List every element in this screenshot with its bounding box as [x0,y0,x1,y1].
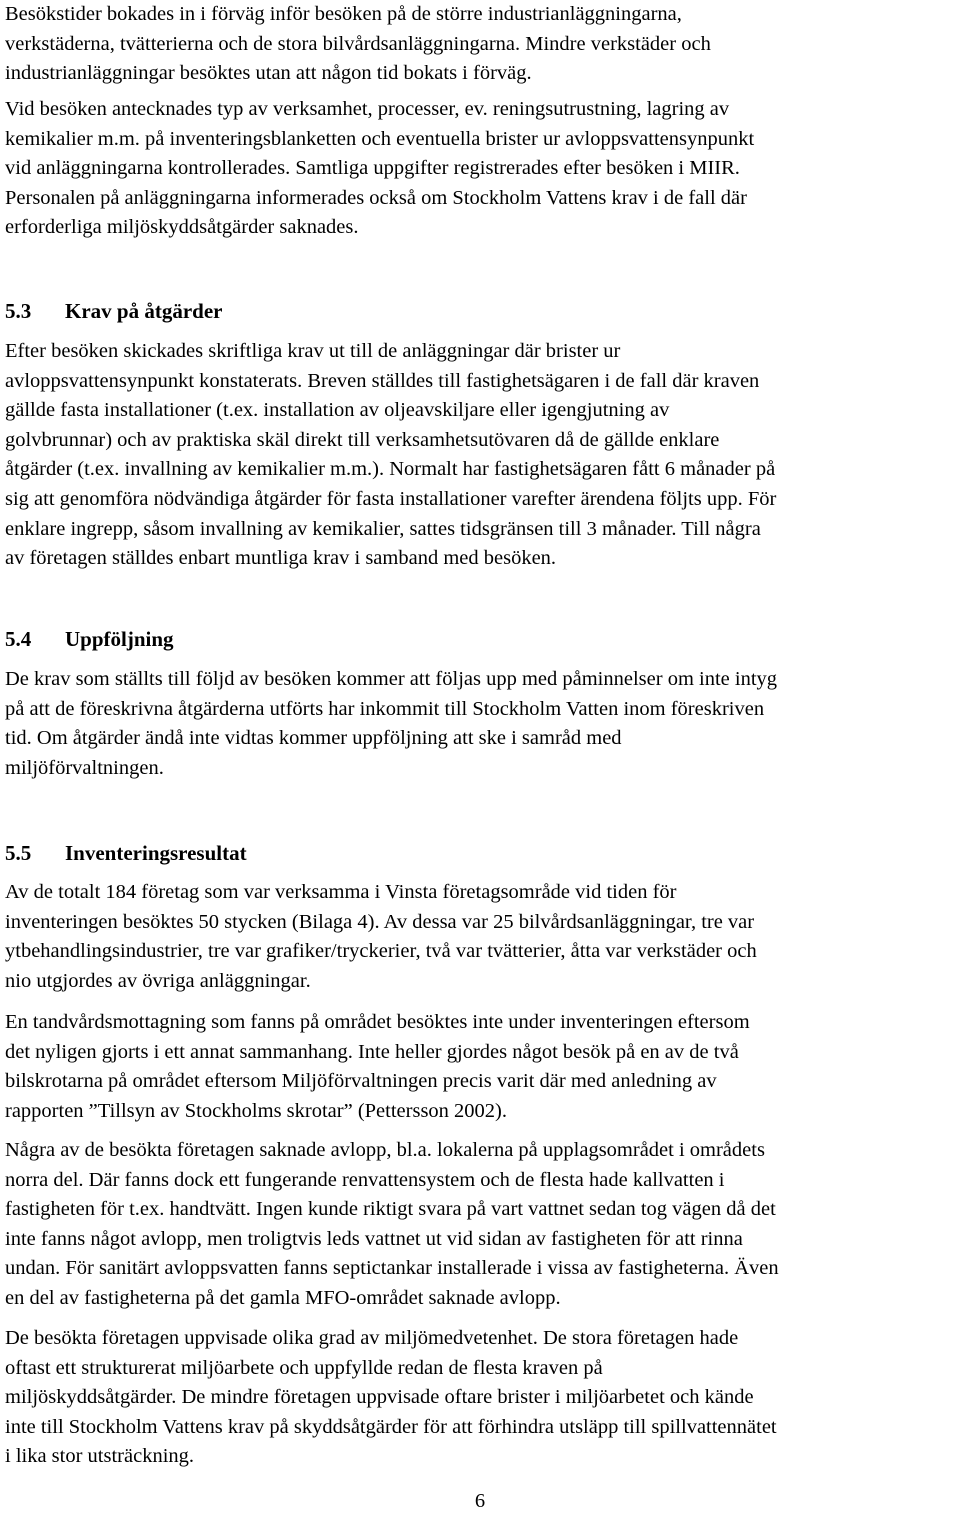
intro-paragraph-2: Vid besöken antecknades typ av verksamhet, processer, ev. reningsutrustning, lagring av kemikalier m.m. på inventeringsblanketten och eventuella brister ur avloppsvattensynpunkt vid anläggningarna kontrollerades. Samtliga uppgifter registrerades efter besöken i MIIR. Personalen på anläggningarna informerades också om Stockholm Vattens krav i de fall där erforderliga miljöskyddsåtgärder saknades. [5,98,755,239]
section-5-5-paragraph-2: En tandvårdsmottagning som fanns på området besöktes inte under inventeringen eftersom det nyligen gjorts i ett annat sammanhang. Inte heller gjordes något besök på en av de två bilskrotarna på området eftersom Miljöförvaltningen precis varit där med anledning av rapporten ”Tillsyn av Stockholms skrotar” (Pettersson 2002). [5,1011,750,1122]
section-number: 5.3 [5,299,32,323]
section-heading-5-4 [5,624,174,654]
section-title: Inventeringsresultat [65,841,247,865]
intro-paragraph-1: Besökstider bokades in i förväg inför besöken på de större industrianläggningarna, verkstäderna, tvätterierna och de stora bilvårdsanläggningarna. Mindre verkstäder och industrianläggningar besöktes utan att någon tid bokats i förväg. [5,3,711,85]
section-5-4-body: De krav som ställts till följd av besöken kommer att följas upp med påminnelser om inte intyg på att de föreskrivna åtgärderna utförts har inkommit till Stockholm Vatten inom föreskriven tid. Om åtgärder ändå inte vidtas kommer uppföljning att ske i samråd med miljöförvaltningen. [5,668,778,779]
section-5-3-body: Efter besöken skickades skriftliga krav ut till de anläggningar där brister ur avloppsvattensynpunkt konstaterats. Breven ställdes till fastighetsägaren i de fall där kraven gällde fasta installationer (t.ex. installation av oljeavskiljare eller igengjutning av golvbrunnar) och av praktiska skäl direkt till verksamhetsutövaren då de gällde enklare åtgärder (t.ex. invallning av kemikalier m.m.). Normalt har fastighetsägaren fått 6 månader på sig att genomföra nödvändiga åtgärder för fasta installationer varefter ärendena följts upp. För enklare ingrepp, såsom invallning av kemikalier, sattes tidsgränsen till 3 månader. Till några av företagen ställdes enbart muntliga krav i samband med besöken. [5,340,777,570]
section-heading-5-3 [5,296,222,326]
section-5-5-paragraph-3: Några av de besökta företagen saknade avlopp, bl.a. lokalerna på upplagsområdet i områdets norra del. Där fanns dock ett fungerande renvattensystem och de flesta hade kallvatten i fastigheten för t.ex. handtvätt. Ingen kunde riktigt svara på vart vattnet sedan tog vägen då det inte fanns något avlopp, men troligtvis leds vattnet ut vid sidan av fastigheten för att rinna undan. För sanitärt avloppsvatten fanns septictankar installerade i vissa av fastigheterna. Även en del av fastigheterna på det gamla MFO-området saknade avlopp. [5,1139,779,1309]
section-title: Uppföljning [65,627,174,651]
section-5-5-paragraph-1: Av de totalt 184 företag som var verksamma i Vinsta företagsområde vid tiden för inventeringen besöktes 50 stycken (Bilaga 4). Av dessa var 25 bilvårdsanläggningar, tre var ytbehandlingsindustrier, tre var grafiker/tryckerier, två var tvätterier, åtta var verkstäder och nio utgjordes av övriga anläggningar. [5,881,757,992]
page-number: 6 [474,1490,486,1512]
section-heading-5-5 [5,838,247,868]
section-title: Krav på åtgärder [65,299,223,323]
section-number: 5.4 [5,627,32,651]
section-number: 5.5 [5,841,32,865]
section-5-5-paragraph-4: De besökta företagen uppvisade olika grad av miljömedvetenhet. De stora företagen hade oftast ett strukturerat miljöarbete och uppfyllde redan de flesta kraven på miljöskyddsåtgärder. De mindre företagen uppvisade oftare brister i miljöarbetet och kände inte till Stockholm Vattens krav på skyddsåtgärder för att förhindra utsläpp till spillvattennätet i lika stor utsträckning. [5,1327,777,1468]
